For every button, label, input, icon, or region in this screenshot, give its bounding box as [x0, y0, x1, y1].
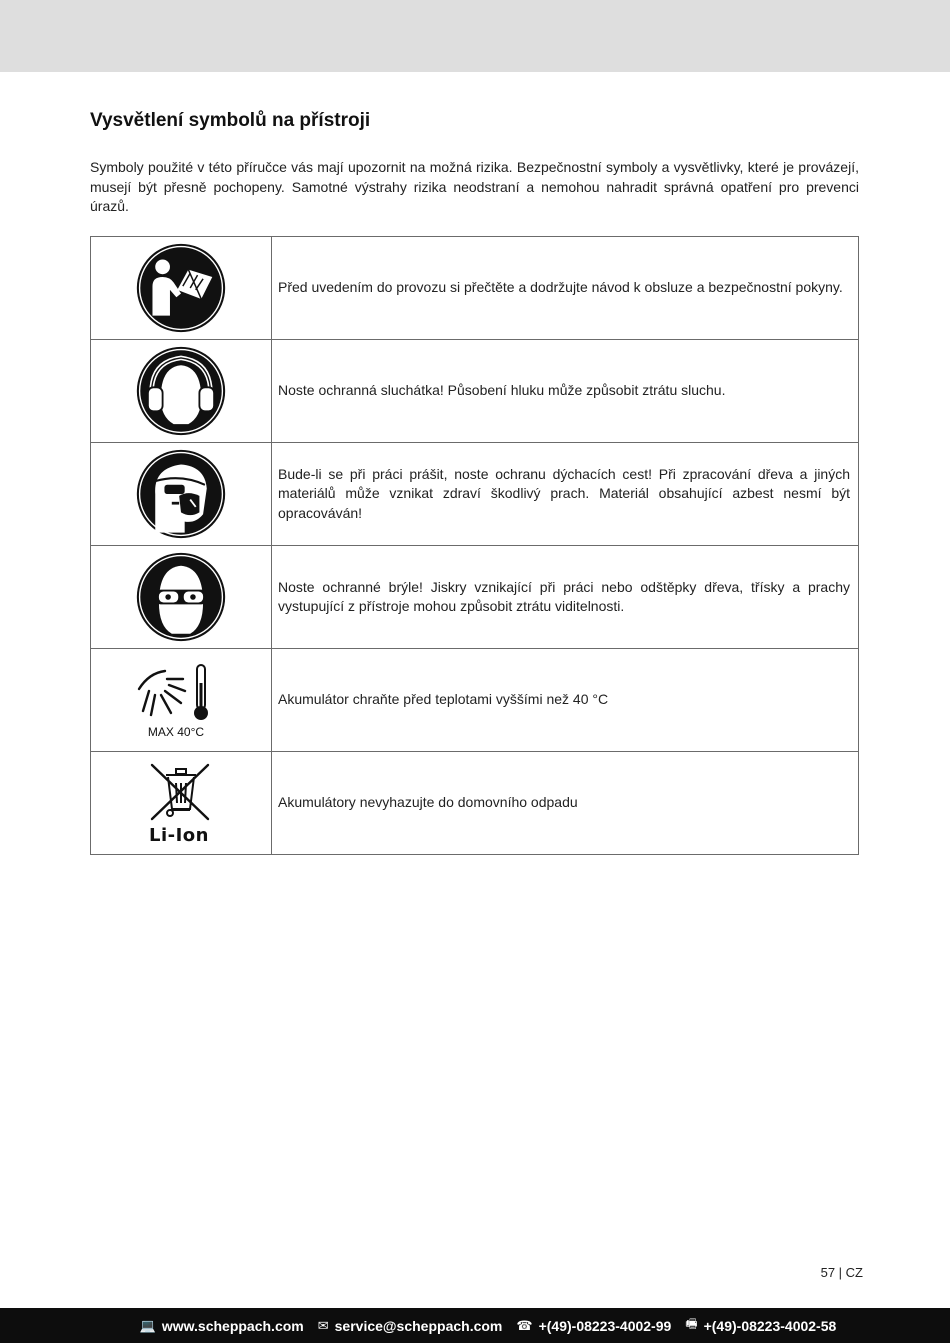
table-row — [91, 443, 859, 546]
mail-icon: ✉ — [317, 1317, 329, 1333]
read-manual-icon — [135, 242, 227, 334]
table-row — [91, 340, 859, 443]
footer-email[interactable] — [318, 1318, 503, 1334]
symbol-description: Před uvedením do provozu si přečtěte a dodržujte návod k obsluze a bezpečnostní pokyny. — [272, 237, 859, 340]
footer-phone — [516, 1318, 671, 1334]
battery-type-label: Li-Ion — [149, 824, 209, 846]
table-row — [91, 752, 859, 855]
ear-protection-icon — [135, 345, 227, 437]
table-row — [91, 546, 859, 649]
phone-icon: ☎ — [516, 1317, 533, 1333]
website-link[interactable]: www.scheppach.com — [161, 1317, 304, 1334]
phone-number: +(49)-08223-4002-99 — [538, 1317, 672, 1334]
fax-icon: 🖷 — [685, 1315, 698, 1331]
table-row — [91, 649, 859, 752]
top-band — [0, 0, 950, 72]
computer-icon: 💻 — [139, 1317, 156, 1333]
symbols-table — [90, 236, 859, 855]
footer-bar — [0, 1308, 950, 1343]
symbol-description: Noste ochranná sluchátka! Působení hluku může způsobit ztrátu sluchu. — [272, 340, 859, 443]
symbol-description: Akumulátor chraňte před teplotami vyššími než 40 °C — [272, 649, 859, 752]
crossed-bin-icon — [146, 761, 216, 823]
intro-paragraph: Symboly použité v této příručce vás mají upozornit na možná rizika. Bezpečnostní symboly a vysvětlivky, které je provázejí, musejí být přesně pochopeny. Samotné výstrahy rizika neodstraní a nemohou nahradit správná opatření pro prevenci úrazů. — [90, 159, 859, 214]
footer-website[interactable] — [140, 1318, 304, 1334]
footer-fax — [685, 1315, 836, 1337]
page-number: 57 | CZ — [820, 1265, 863, 1280]
page-title: Vysvětlení symbolů na přístroji — [90, 110, 371, 131]
fax-number: +(49)-08223-4002-58 — [703, 1317, 837, 1334]
temperature-label: MAX 40°C — [147, 725, 205, 739]
symbol-description: Akumulátory nevyhazujte do domovního odpadu — [272, 752, 859, 855]
respirator-icon — [135, 448, 227, 540]
max-temperature-icon — [131, 661, 231, 721]
email-link[interactable]: service@scheppach.com — [334, 1317, 503, 1334]
safety-goggles-icon — [135, 551, 227, 643]
symbol-description: Bude-li se při práci prášit, noste ochranu dýchacích cest! Při zpracování dřeva a jiných materiálů může vznikat zdraví škodlivý prach. Materiál obsahující azbest nesmí být opracováván! — [272, 443, 859, 546]
table-row — [91, 237, 859, 340]
symbol-description: Noste ochranné brýle! Jiskry vznikající při práci nebo odštěpky dřeva, třísky a prachy vystupující z přístroje mohou způsobit ztrátu viditelnosti. — [272, 546, 859, 649]
